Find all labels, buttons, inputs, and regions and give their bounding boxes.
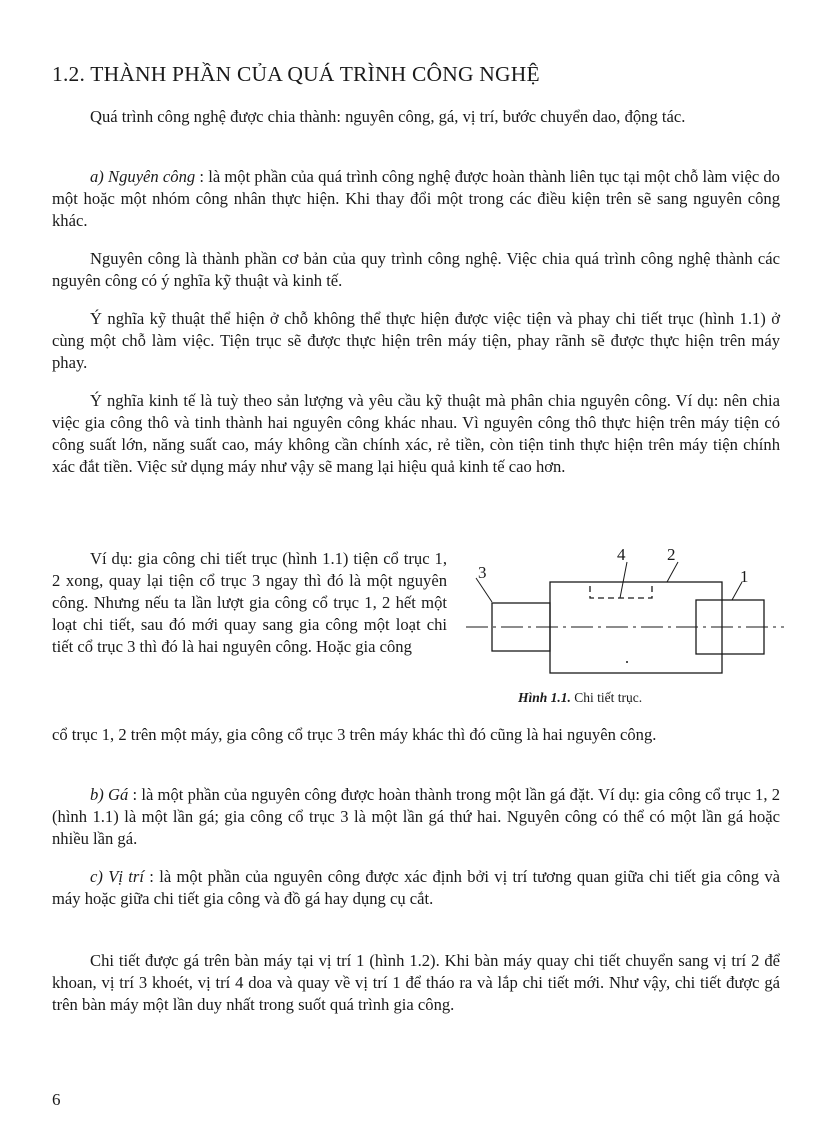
figure-caption-label: Hình 1.1. — [518, 690, 571, 705]
surface-mark — [626, 661, 628, 663]
paragraph-position-example: Chi tiết được gá trên bàn máy tại vị trí 1 (hình 1.2). Khi bàn máy quay chi tiết chuyển sang vị trí 2 để khoan, vị trí 3 khoét, vị trí 4 doa và quay về vị trí 1 để tháo ra và lắp chi tiết mới. Như vậy, chi tiết được gá trên bàn máy một lần duy nhất trong suốt quá trình gia công. — [52, 951, 780, 1014]
term-setup: b) Gá — [90, 785, 129, 804]
shaft-figure — [462, 540, 788, 712]
setup-definition-text: : là một phần của nguyên công được hoàn thành trong một lần gá đặt. Ví dụ: gia công cổ trục 1, 2 (hình 1.1) là một lần gá; gia công cổ trục 3 là một lần gá thứ hai. Nguyên công có thể có một lần gá hoặc nhiều lần gá. — [52, 785, 780, 848]
paragraph-example: Ví dụ: gia công chi tiết trục (hình 1.1) tiện cổ trục 1, 2 xong, quay lại tiện cổ trục 3 ngay thì đó là một nguyên công. Nhưng nếu ta lần lượt gia công cổ trục 1, 2 hết một loạt chi tiết, sau đó mới quay sang gia công một loạt chi tiết cổ trục 3 thì đó là hai nguyên công. Hoặc gia công — [52, 549, 447, 656]
label-2: 2 — [667, 545, 676, 564]
section-heading: 1.2. THÀNH PHẦN CỦA QUÁ TRÌNH CÔNG NGHỆ — [52, 62, 540, 86]
leader-4 — [620, 562, 627, 598]
paragraph-economic-meaning: Ý nghĩa kinh tế là tuỳ theo sản lượng và yêu cầu kỹ thuật mà phân chia nguyên công. Ví dụ: nên chia việc gia công thô và tinh thành hai nguyên công khác nhau. Vì nguyên công thô thực hiện trên máy tiện có công suất lớn, năng suất cao, máy không cần chính xác, rẻ tiền, còn tiện tinh thực hiện trên máy tiện chính xác đắt tiền. Việc sử dụng máy như vậy sẽ mang lại hiệu quả kinh tế cao hơn. — [52, 391, 780, 476]
figure-caption-text: Chi tiết trục. — [570, 690, 643, 705]
paragraph-operation-definition — [52, 166, 780, 232]
position-definition-text: : là một phần của nguyên công được xác định bởi vị trí tương quan giữa chi tiết gia công và máy hoặc giữa chi tiết gia công và đồ gá hay dụng cụ cắt. — [52, 867, 780, 908]
label-3: 3 — [478, 563, 487, 582]
term-position: c) Vị trí — [90, 867, 144, 886]
paragraph-operation-basic: Nguyên công là thành phần cơ bản của quy trình công nghệ. Việc chia quá trình công nghệ thành các nguyên công có ý nghĩa kỹ thuật và kinh tế. — [52, 249, 780, 290]
term-operation: a) Nguyên công — [90, 167, 196, 186]
paragraph-intro: Quá trình công nghệ được chia thành: nguyên công, gá, vị trí, bước chuyển dao, động tác. — [90, 107, 686, 126]
figure-caption — [518, 690, 642, 706]
leader-2 — [667, 562, 678, 582]
shaft-drawing — [462, 540, 788, 690]
paragraph-example-continued: cổ trục 1, 2 trên một máy, gia công cổ trục 3 trên máy khác thì đó cũng là hai nguyên công. — [52, 725, 657, 744]
paragraph-position-definition — [52, 866, 780, 910]
label-1: 1 — [740, 567, 749, 586]
operation-definition-text: : là một phần của quá trình công nghệ được hoàn thành liên tục tại một chỗ làm việc do một hoặc một nhóm công nhân thực hiện. Khi thay đổi một trong các điều kiện trên sẽ sang nguyên công khác. — [52, 167, 780, 230]
paragraph-technical-meaning: Ý nghĩa kỹ thuật thể hiện ở chỗ không thể thực hiện được việc tiện và phay chi tiết trục (hình 1.1) ở cùng một chỗ làm việc. Tiện trục sẽ được thực hiện trên máy tiện, phay rãnh sẽ được thực hiện trên máy phay. — [52, 309, 780, 372]
page-number: 6 — [52, 1090, 61, 1109]
label-4: 4 — [617, 545, 626, 564]
paragraph-setup-definition — [52, 784, 780, 850]
